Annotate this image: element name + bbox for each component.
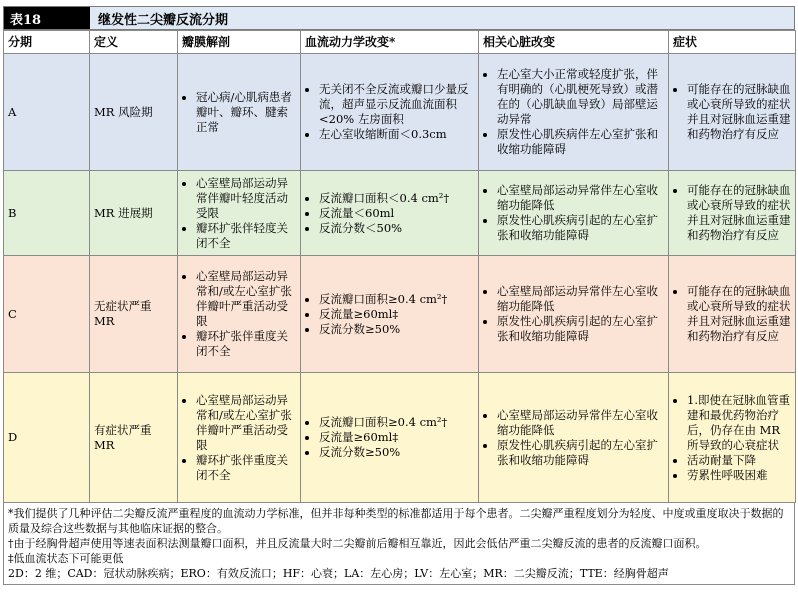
list-item: • 反流分数≥50%	[319, 322, 474, 337]
list-item: • 反流量＜60ml	[319, 206, 474, 221]
list-item: • 瓣环扩张伴重度关闭不全	[196, 453, 296, 483]
stage-cell: C	[4, 256, 90, 373]
list-item: • 原发性心肌疾病引起的左心室扩张和收缩功能障碍	[497, 438, 664, 468]
definition-cell: 无症状严重 MR	[90, 256, 178, 373]
list-item: • 活动耐量下降	[687, 453, 791, 468]
list-item: • 可能存在的冠脉缺血或心衰所导致的症状并且对冠脉血运重建和药物治疗有反应	[687, 82, 791, 142]
list-item: • 左心室收缩断面＜0.3cm	[319, 127, 474, 142]
header-hemodynamics: 血流动力学改变*	[301, 31, 479, 54]
list-item: • 1.即使在冠脉血管重建和最优药物治疗后，仍存在由 MR 所导致的心衰症状	[687, 393, 791, 453]
hemodynamics-cell	[301, 256, 479, 373]
list-item: • 瓣环扩张伴重度关闭不全	[196, 329, 296, 359]
symptoms-cell	[669, 256, 796, 373]
staging-table	[3, 30, 796, 503]
footnote: †由于经胸骨超声使用等速表面积法测量瓣口面积，并且反流量大时二尖瓣前后瓣相互靠近，因此会低估严重二尖瓣反流的患者的反流瓣口面积。	[8, 537, 707, 550]
list-item: • 反流分数≥50%	[319, 445, 474, 460]
cardiac-cell	[479, 373, 669, 503]
table-footnotes	[3, 503, 795, 585]
hemodynamics-cell	[301, 54, 479, 171]
table-row	[4, 171, 796, 256]
list-item: • 反流瓣口面积＜0.4 cm²†	[319, 191, 474, 206]
list-item: • 瓣环扩张伴轻度关闭不全	[196, 221, 296, 251]
list-item: • 原发性心肌疾病引起的左心室扩张和收缩功能障碍	[497, 213, 664, 243]
anatomy-cell	[178, 373, 301, 503]
cardiac-cell	[479, 54, 669, 171]
list-item: • 原发性心肌疾病引起的左心室扩张和收缩功能障碍	[497, 314, 664, 344]
list-item: • 反流瓣口面积≥0.4 cm²†	[319, 292, 474, 307]
list-item: • 左心室大小正常或轻度扩张，伴有明确的（心肌梗死导致）或潜在的（心肌缺血导致）局部壁运动异常	[497, 67, 664, 127]
table-figure	[3, 6, 795, 585]
list-item: • 心室壁局部运动异常伴左心室收缩功能降低	[497, 284, 664, 314]
list-item: • 心室壁局部运动异常伴瓣叶轻度活动受限	[196, 176, 296, 221]
table-title: 继发性二尖瓣反流分期	[90, 7, 794, 29]
symptoms-cell	[669, 54, 796, 171]
cardiac-cell	[479, 171, 669, 256]
anatomy-cell	[178, 54, 301, 171]
anatomy-cell	[178, 256, 301, 373]
table-label: 表18	[4, 7, 90, 29]
anatomy-cell	[178, 171, 301, 256]
cardiac-cell	[479, 256, 669, 373]
list-item: • 心室壁局部运动异常和/或左心室扩张伴瓣叶严重活动受限	[196, 269, 296, 329]
list-item: • 反流量≥60ml‡	[319, 307, 474, 322]
title-bar	[3, 6, 795, 30]
symptoms-cell	[669, 171, 796, 256]
list-item: • 反流量≥60ml‡	[319, 430, 474, 445]
list-item: • 心室壁局部运动异常伴左心室收缩功能降低	[497, 408, 664, 438]
header-definition: 定义	[90, 31, 178, 54]
definition-cell: 有症状严重 MR	[90, 373, 178, 503]
hemodynamics-cell	[301, 171, 479, 256]
header-anatomy: 瓣膜解剖	[178, 31, 301, 54]
list-item: • 冠心病/心肌病患者瓣叶、瓣环、腱索正常	[196, 90, 296, 135]
footnote: ‡低血流状态下可能更低	[8, 552, 124, 565]
list-item: • 反流瓣口面积≥0.4 cm²†	[319, 415, 474, 430]
table-row	[4, 256, 796, 373]
definition-cell: MR 风险期	[90, 54, 178, 171]
definition-cell: MR 进展期	[90, 171, 178, 256]
symptoms-cell	[669, 373, 796, 503]
list-item: • 心室壁局部运动异常伴左心室收缩功能降低	[497, 183, 664, 213]
hemodynamics-cell	[301, 373, 479, 503]
list-item: • 反流分数＜50%	[319, 221, 474, 236]
list-item: • 劳累性呼吸困难	[687, 468, 791, 483]
table-row	[4, 54, 796, 171]
stage-cell: B	[4, 171, 90, 256]
list-item: • 可能存在的冠脉缺血或心衰所导致的症状并且对冠脉血运重建和药物治疗有反应	[687, 284, 791, 344]
header-stage: 分期	[4, 31, 90, 54]
footnote: *我们提供了几种评估二尖瓣反流严重程度的血流动力学标准，但并非每种类型的标准都适用于每个患者。二尖瓣严重程度划分为轻度、中度或重度取决于数据的质量及综合这些数据与其他临床证据的整合。	[8, 507, 784, 535]
stage-cell: A	[4, 54, 90, 171]
header-cardiac: 相关心脏改变	[479, 31, 669, 54]
header-symptoms: 症状	[669, 31, 796, 54]
list-item: • 原发性心肌疾病伴左心室扩张和收缩功能障碍	[497, 127, 664, 157]
list-item: • 无关闭不全反流或瓣口少量反流，超声显示反流血流面积<20% 左房面积	[319, 82, 474, 127]
table-row	[4, 373, 796, 503]
stage-cell: D	[4, 373, 90, 503]
footnote: 2D：2 维；CAD：冠状动脉疾病；ERO：有效反流口；HF：心衰；LA：左心房；LV：左心室；MR：二尖瓣反流；TTE：经胸骨超声	[8, 567, 669, 580]
list-item: • 心室壁局部运动异常和/或左心室扩张伴瓣叶严重活动受限	[196, 393, 296, 453]
list-item: • 可能存在的冠脉缺血或心衰所导致的症状并且对冠脉血运重建和药物治疗有反应	[687, 183, 791, 243]
header-row	[4, 31, 796, 54]
